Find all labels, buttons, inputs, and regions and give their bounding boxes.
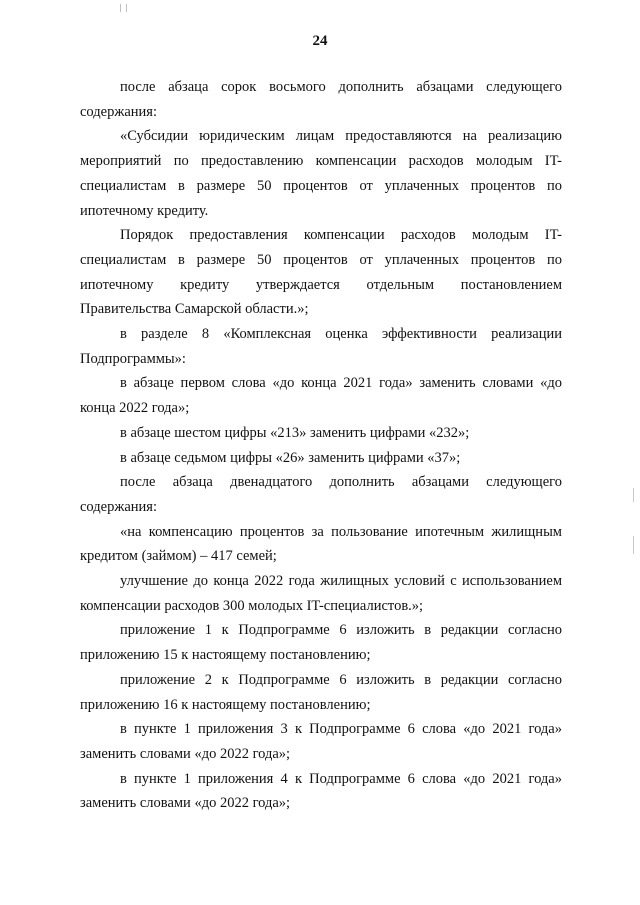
paragraph: «Субсидии юридическим лицам предоставляются на реализацию мероприятий по предоставлению компенсации расходов молодым IT-специалистам в размере 50 процентов от уплаченных процентов по ипотечному кредиту.	[80, 128, 562, 219]
paragraph: в абзаце первом слова «до конца 2021 года» заменить словами «до конца 2022 года»;	[80, 375, 562, 417]
scan-mark	[126, 4, 127, 12]
paragraph: приложение 1 к Подпрограмме 6 изложить в редакции согласно приложению 15 к настоящему постановлению;	[80, 622, 562, 664]
paragraph: в пункте 1 приложения 4 к Подпрограмме 6 слова «до 2021 года» заменить словами «до 2022 года»;	[80, 770, 562, 812]
scan-mark	[633, 536, 634, 554]
paragraph: «на компенсацию процентов за пользование ипотечным жилищным кредитом (займом) – 417 семей;	[80, 523, 562, 565]
paragraph: Порядок предоставления компенсации расходов молодым IT-специалистам в размере 50 процентов от уплаченных процентов по ипотечному кредиту утверждается отдельным постановлением Правительства Самарской области.»;	[80, 227, 562, 318]
paragraph: в пункте 1 приложения 3 к Подпрограмме 6 слова «до 2021 года» заменить словами «до 2022 года»;	[80, 721, 562, 762]
scan-mark	[633, 488, 634, 502]
paragraph: после абзаца сорок восьмого дополнить абзацами следующего содержания:	[80, 79, 562, 120]
page-number: 24	[312, 33, 328, 49]
paragraph: в разделе 8 «Комплексная оценка эффективности реализации Подпрограммы»:	[80, 326, 562, 367]
paragraph: в абзаце шестом цифры «213» заменить цифрами «232»;	[120, 424, 470, 441]
scan-mark	[120, 4, 121, 12]
paragraph: улучшение до конца 2022 года жилищных условий с использованием компенсации расходов 300 молодых IT-специалистов.»;	[80, 573, 562, 614]
paragraph: в абзаце седьмом цифры «26» заменить цифрами «37»;	[120, 449, 461, 466]
paragraph: после абзаца двенадцатого дополнить абзацами следующего содержания:	[80, 474, 562, 515]
document-body	[80, 75, 562, 816]
paragraph: приложение 2 к Подпрограмме 6 изложить в редакции согласно приложению 16 к настоящему постановлению;	[80, 671, 562, 713]
